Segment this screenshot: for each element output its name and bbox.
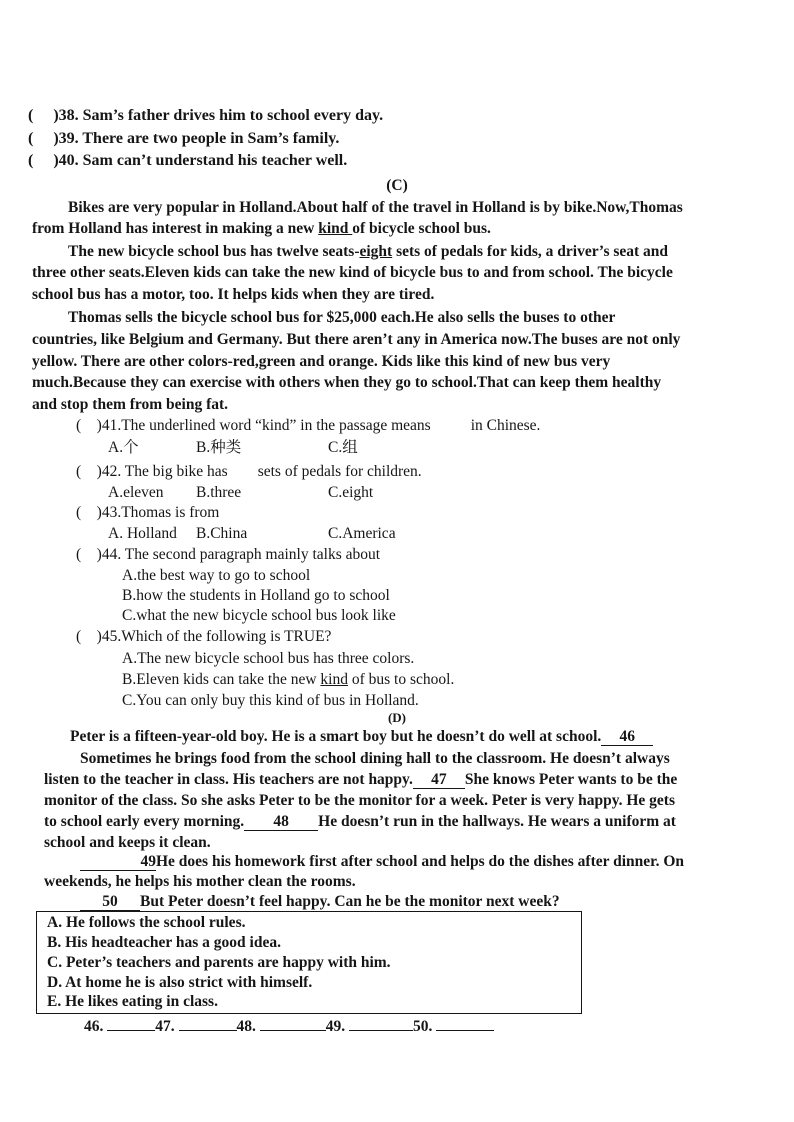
box-option-d: D. At home he is also strict with himself. — [47, 974, 313, 991]
question-42-options — [108, 483, 373, 503]
blank-48[interactable]: 48 — [244, 814, 318, 831]
option-a[interactable]: A. Holland — [108, 525, 177, 542]
option-c[interactable]: C.组 — [328, 439, 358, 456]
option-a[interactable]: A.个 — [108, 439, 139, 456]
underlined-word-kind: kind — [320, 671, 348, 688]
passage-d-line4: monitor of the class. So she asks Peter to be the monitor for a week. Peter is very happy. He gets — [44, 792, 675, 809]
box-option-c: C. Peter’s teachers and parents are happy with him. — [47, 954, 391, 971]
answer-blank-49[interactable] — [349, 1030, 413, 1031]
passage-c-p3-line5: and stop them from being fat. — [32, 396, 229, 413]
answer-paren[interactable]: ( — [28, 130, 34, 147]
passage-d-line3: listen to the teacher in class. His teachers are not happy. 47 She knows Peter wants to be the — [44, 771, 678, 788]
question-39: ( )39. There are two people in Sam’s family. — [28, 130, 340, 147]
passage-c-p1-line1: Bikes are very popular in Holland.About half of the travel in Holland is by bike.Now,Thomas — [68, 199, 683, 216]
option-a[interactable]: A.eleven — [108, 484, 164, 501]
blank-46[interactable]: 46 — [601, 729, 653, 746]
blank-50[interactable]: 50 — [80, 894, 140, 911]
answer-blank-47[interactable] — [179, 1030, 237, 1031]
options-box — [36, 911, 582, 1014]
passage-d-line5: to school early every morning. 48 He doesn’t run in the hallways. He wears a uniform at — [44, 813, 676, 830]
answer-paren[interactable]: ( — [76, 546, 82, 563]
passage-d-line1: Peter is a fifteen-year-old boy. He is a smart boy but he doesn’t do well at school. 46 — [70, 727, 653, 747]
answer-paren[interactable]: ( — [28, 152, 34, 169]
option-a[interactable]: A.the best way to go to school — [122, 567, 311, 584]
answer-blank-46[interactable] — [107, 1030, 155, 1031]
passage-d-line6: school and keeps it clean. — [44, 834, 211, 851]
box-option-b: B. His headteacher has a good idea. — [47, 934, 281, 951]
passage-c-p3-line1: Thomas sells the bicycle school bus for $25,000 each.He also sells the buses to other — [68, 309, 616, 326]
question-43-options — [108, 524, 396, 544]
passage-d-line7: 49He does his homework first after school and helps do the dishes after dinner. On — [80, 852, 684, 872]
answer-blank-50[interactable] — [436, 1030, 494, 1031]
section-d-heading: (D) — [387, 710, 407, 725]
passage-c-p2-line3: school bus has a motor, too. It helps kids when they are tired. — [32, 286, 435, 303]
answer-paren[interactable]: ( — [76, 417, 82, 434]
answer-paren[interactable]: ( — [76, 463, 82, 480]
box-option-a: A. He follows the school rules. — [47, 914, 246, 931]
answer-paren[interactable]: ( — [76, 504, 82, 521]
passage-d-line2: Sometimes he brings food from the school dining hall to the classroom. He doesn’t always — [80, 750, 670, 767]
option-c[interactable]: C.You can only buy this kind of bus in Holland. — [122, 692, 419, 709]
question-43-stem: ( )43.Thomas is from — [76, 504, 220, 521]
passage-c-p1-line2: from Holland has interest in making a new kind of bicycle school bus. — [32, 220, 491, 237]
option-c[interactable]: C.what the new bicycle school bus look like — [122, 607, 396, 624]
box-option-e: E. He likes eating in class. — [47, 993, 218, 1010]
question-42-stem: ( )42. The big bike has sets of pedals for children. — [76, 463, 422, 480]
question-44-stem: ( )44. The second paragraph mainly talks about — [76, 546, 381, 563]
question-40: ( )40. Sam can’t understand his teacher well. — [28, 152, 348, 169]
question-41-options — [108, 438, 358, 458]
section-c-heading: (C) — [386, 177, 408, 194]
option-b[interactable]: B.how the students in Holland go to school — [122, 587, 390, 604]
blank-47[interactable]: 47 — [413, 772, 465, 789]
question-45-stem: ( )45.Which of the following is TRUE? — [76, 628, 332, 645]
question-38: ( )38. Sam’s father drives him to school every day. — [28, 107, 384, 124]
option-c[interactable]: C.eight — [328, 484, 374, 501]
answer-row: 46. 47. 48. 49. 50. — [84, 1017, 494, 1037]
option-b[interactable]: B.种类 — [196, 439, 242, 456]
option-c[interactable]: C.America — [328, 525, 396, 542]
question-41-stem: ( )41.The underlined word “kind” in the passage means in Chinese. — [76, 417, 541, 434]
option-b[interactable]: B.three — [196, 484, 242, 501]
passage-c-p3-line4: much.Because they can exercise with others when they go to school.That can keep them healthy — [32, 374, 662, 391]
passage-c-p2-line1: The new bicycle school bus has twelve seats-eight sets of pedals for kids, a driver’s seat and — [68, 243, 669, 260]
passage-d-line9: 50 But Peter doesn’t feel happy. Can he be the monitor next week? — [80, 892, 560, 912]
option-b[interactable]: B.Eleven kids can take the new kind of bus to school. — [122, 671, 455, 688]
blank-49[interactable]: 49 — [80, 854, 156, 871]
passage-c-p2-line2: three other seats.Eleven kids can take the new kind of bicycle bus to and from school. The bicycle — [32, 264, 673, 281]
underlined-word-eight: eight — [359, 243, 393, 260]
answer-paren[interactable]: ( — [76, 628, 82, 645]
passage-c-p3-line2: countries, like Belgium and Germany. But there aren’t any in America now.The buses are not only — [32, 331, 681, 348]
option-a[interactable]: A.The new bicycle school bus has three colors. — [122, 650, 415, 667]
passage-c-p3-line3: yellow. There are other colors-red,green and orange. Kids like this kind of new bus very — [32, 353, 611, 370]
option-b[interactable]: B.China — [196, 525, 248, 542]
answer-blank-48[interactable] — [260, 1030, 326, 1031]
underlined-word-kind: kind — [318, 220, 353, 237]
passage-d-line8: weekends, he helps his mother clean the rooms. — [44, 873, 356, 890]
answer-paren[interactable]: ( — [28, 107, 34, 124]
